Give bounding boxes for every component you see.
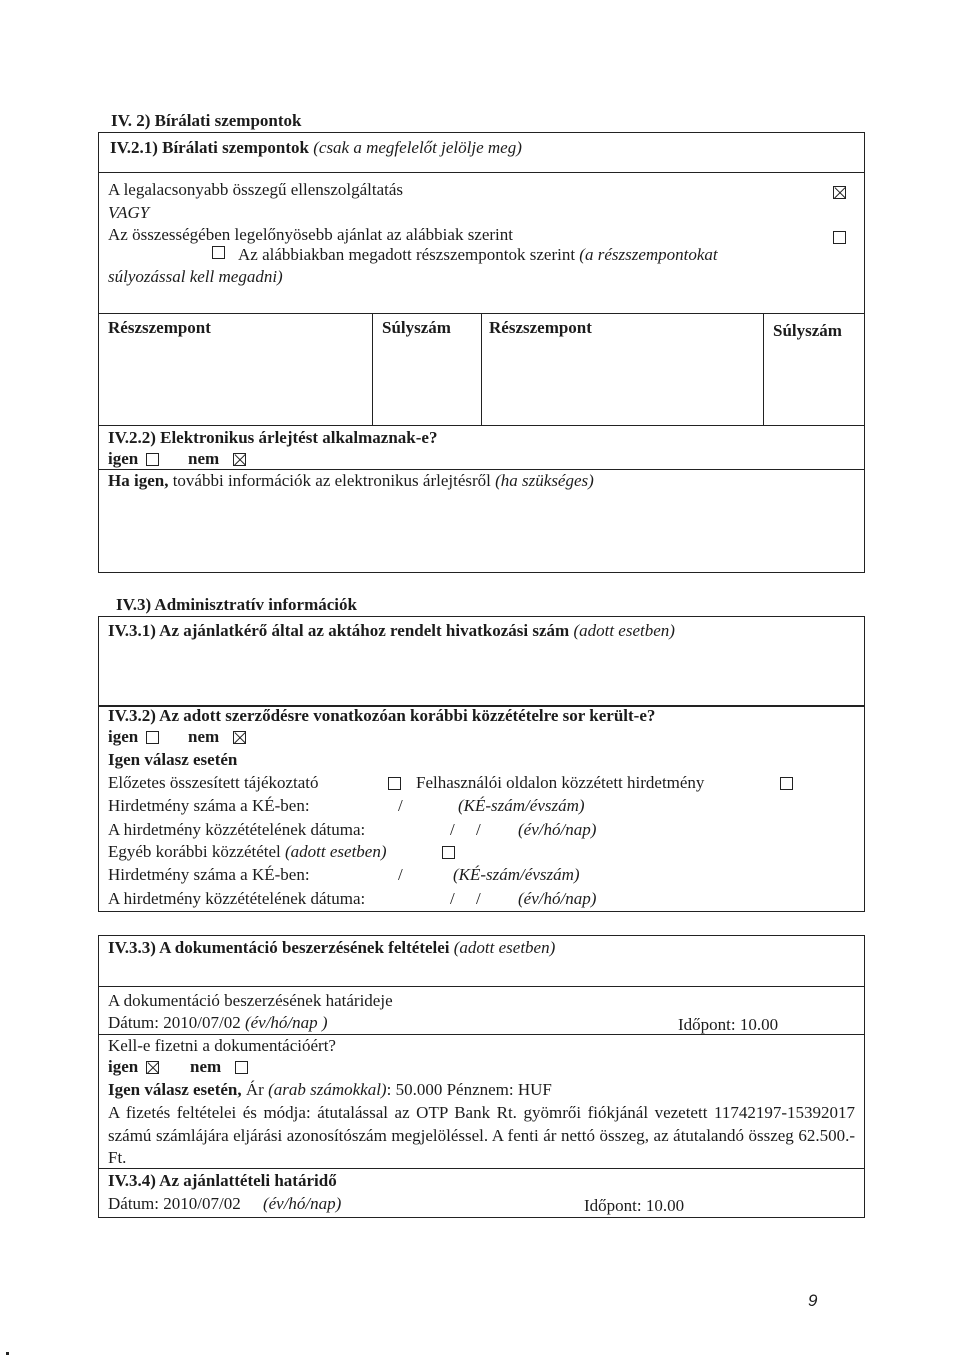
deadline-time: Időpont: 10.00 xyxy=(584,1196,685,1215)
subsection-title-iv21: IV.2.1) Bírálati szempontok (csak a megfelelőt jelölje meg) xyxy=(110,138,522,157)
doc-deadline-label: A dokumentáció beszerzésének határideje xyxy=(108,991,393,1010)
prior-info-notice-label: Előzetes összesített tájékoztató xyxy=(108,773,319,792)
subsection-title-iv32: IV.3.2) Az adott szerződésre vonatkozóan korábbi közzétételre sor került-e? xyxy=(108,706,656,725)
doc-fee-question: Kell-e fizetni a dokumentációért? xyxy=(108,1036,336,1055)
iv22-yes-label: igen xyxy=(108,449,139,468)
scan-mark xyxy=(6,1352,9,1355)
divider xyxy=(98,469,865,470)
table-header-subcriterion-2: Részszempont xyxy=(489,318,592,337)
doc-date: Dátum: 2010/07/02 (év/hó/nap ) xyxy=(108,1013,328,1032)
notice-number-label: Hirdetmény száma a KÉ-ben: xyxy=(108,796,310,815)
table-divider xyxy=(481,313,482,425)
subsection-title-iv34: IV.3.4) Az ajánlattételi határidő xyxy=(108,1171,337,1190)
subcriteria-label: Az alábbiakban megadott részszempontok szerint (a részszempontokat xyxy=(238,245,718,264)
page-number: 9 xyxy=(808,1291,818,1310)
lowest-price-label: A legalacsonyabb összegű ellenszolgáltatás xyxy=(108,180,404,199)
other-notice-number-format: (KÉ-szám/évszám) xyxy=(453,865,580,884)
iv32-no-label: nem xyxy=(188,727,220,746)
or-label: VAGY xyxy=(108,203,150,222)
doc-fee-no-checkbox[interactable] xyxy=(235,1061,248,1074)
subsection-title-iv33: IV.3.3) A dokumentáció beszerzésének feltételei (adott esetben) xyxy=(108,938,556,957)
notice-date-format: (év/hó/nap) xyxy=(518,820,597,839)
iv32-no-checkbox[interactable] xyxy=(233,731,246,744)
notice-date-slashes: / / xyxy=(450,820,481,839)
iv22-no-checkbox[interactable] xyxy=(233,453,246,466)
doc-fee-no-label: nem xyxy=(190,1057,222,1076)
doc-fee-yes-checkbox[interactable] xyxy=(146,1061,159,1074)
other-publication-checkbox[interactable] xyxy=(442,846,455,859)
table-divider xyxy=(372,313,373,425)
divider xyxy=(98,1034,865,1035)
section-heading-iv2: IV. 2) Bírálati szempontok xyxy=(111,111,302,130)
iv22-yes-checkbox[interactable] xyxy=(146,453,159,466)
deadline-date: Dátum: 2010/07/02 (év/hó/nap) xyxy=(108,1194,342,1213)
other-notice-number-label: Hirdetmény száma a KÉ-ben: xyxy=(108,865,310,884)
table-divider xyxy=(763,313,764,425)
prior-info-notice-checkbox[interactable] xyxy=(388,777,401,790)
payment-terms: A fizetés feltételei és módja: átutalással az OTP Bank Rt. gyömrői fiókjánál vezetett 11742197-15392017 számú számlájára eljárási azonosítószám megjelöléssel. A fenti ár nettó összeg, az átutalandó összeg 62.500.-Ft. xyxy=(108,1103,855,1167)
best-value-checkbox[interactable] xyxy=(833,231,846,244)
iv22-no-label: nem xyxy=(188,449,220,468)
section-heading-iv3: IV.3) Adminisztratív információk xyxy=(116,595,357,614)
divider xyxy=(98,172,865,173)
iv32-yes-label: igen xyxy=(108,727,139,746)
notice-number-format: (KÉ-szám/évszám) xyxy=(458,796,585,815)
best-value-label: Az összességében legelőnyösebb ajánlat az alábbiak szerint xyxy=(108,225,514,244)
other-notice-date-format: (év/hó/nap) xyxy=(518,889,597,908)
divider xyxy=(98,986,865,987)
doc-fee-yes-label: igen xyxy=(108,1057,139,1076)
lowest-price-checkbox[interactable] xyxy=(833,186,846,199)
subsection-title-iv22: IV.2.2) Elektronikus árlejtést alkalmaznak-e? xyxy=(108,428,438,447)
other-notice-number-slash: / xyxy=(398,865,403,884)
other-publication-label: Egyéb korábbi közzététel (adott esetben) xyxy=(108,842,387,861)
table-header-weight: Súlyszám xyxy=(382,318,451,337)
doc-price: Igen válasz esetén, Ár (arab számokkal): 50.000 Pénznem: HUF xyxy=(108,1080,552,1099)
notice-date-label: A hirdetmény közzétételének dátuma: xyxy=(108,820,366,839)
yes-answer-heading: Igen válasz esetén xyxy=(108,750,238,769)
buyer-profile-notice-checkbox[interactable] xyxy=(780,777,793,790)
divider xyxy=(98,425,865,426)
buyer-profile-notice-label: Felhasználói oldalon közzétett hirdetmény xyxy=(416,773,705,792)
subsection-title-iv31: IV.3.1) Az ajánlatkérő által az aktához rendelt hivatkozási szám (adott esetben) xyxy=(108,621,675,640)
doc-time: Időpont: 10.00 xyxy=(678,1015,779,1034)
other-notice-date-slashes: / / xyxy=(450,889,481,908)
table-header-weight-2: Súlyszám xyxy=(773,321,842,340)
iv32-yes-checkbox[interactable] xyxy=(146,731,159,744)
notice-number-slash: / xyxy=(398,796,403,815)
table-header-subcriterion: Részszempont xyxy=(108,318,211,337)
e-auction-info: Ha igen, további információk az elektronikus árlejtésről (ha szükséges) xyxy=(108,471,594,490)
subcriteria-checkbox[interactable] xyxy=(212,246,225,259)
subcriteria-note: súlyozással kell megadni) xyxy=(108,267,283,286)
other-notice-date-label: A hirdetmény közzétételének dátuma: xyxy=(108,889,366,908)
